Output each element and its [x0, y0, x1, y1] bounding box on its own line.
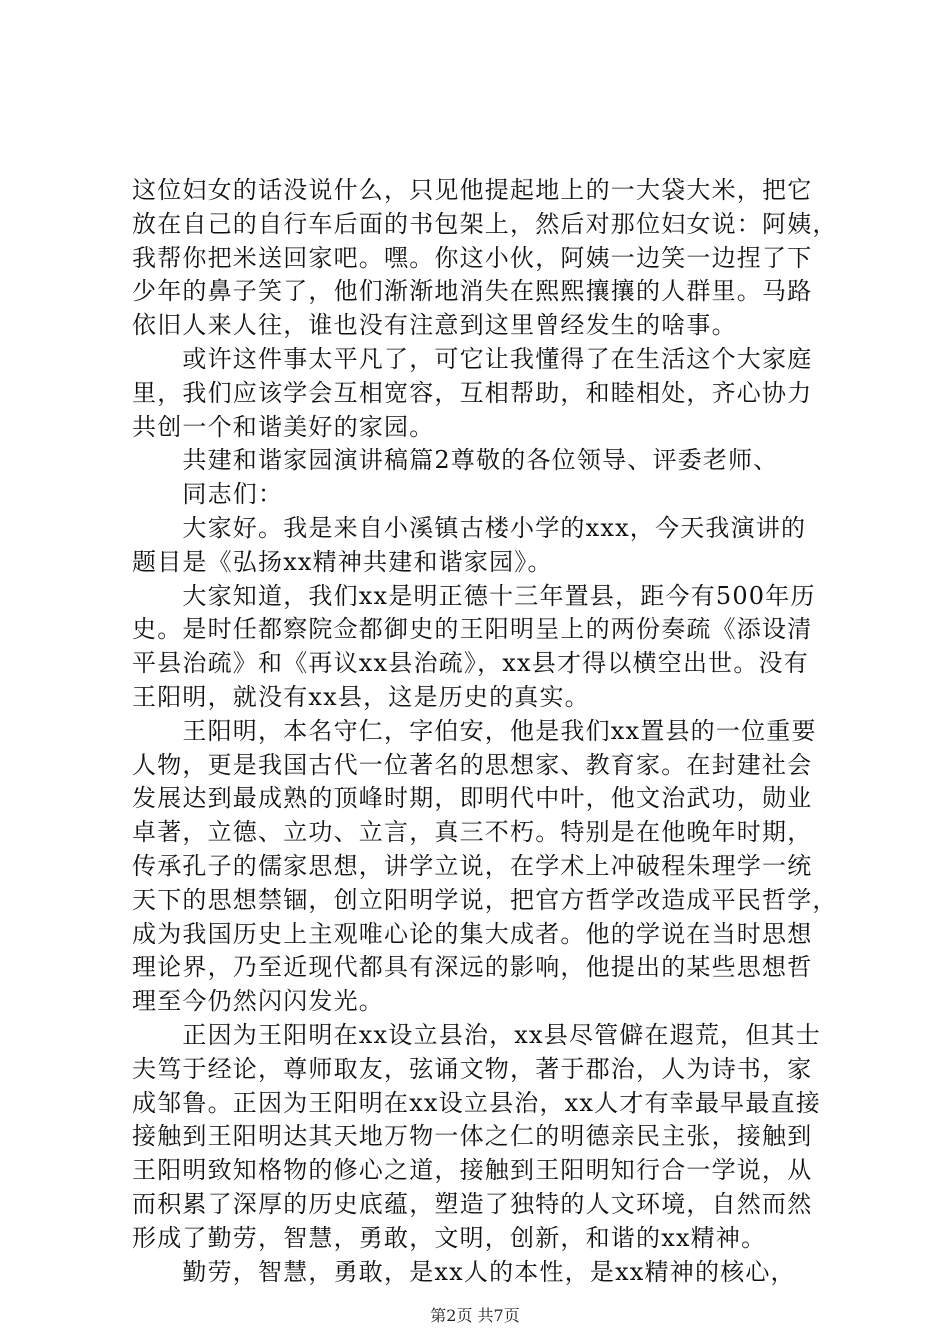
text-line: 王阳明致知格物的修心之道，接触到王阳明知行合一学说，从 — [132, 1156, 813, 1185]
text-line: 共创一个和谐美好的家园。 — [132, 412, 435, 441]
text-line: 而积累了深厚的历史底蕴，塑造了独特的人文环境，自然而然 — [132, 1189, 813, 1218]
text-line: 共建和谐家园演讲稿篇2尊敬的各位领导、评委老师、 — [132, 446, 779, 475]
text-line: 勤劳，智慧，勇敢，是xx人的本性，是xx精神的核心， — [132, 1257, 796, 1286]
text-line: 天下的思想禁锢，创立阳明学说，把官方哲学改造成平民哲学， — [132, 885, 838, 914]
text-line: 我帮你把米送回家吧。嘿。你这小伙，阿姨一边笑一边捏了下 — [132, 243, 813, 272]
text-line: 史。是时任都察院佥都御史的王阳明呈上的两份奏疏《添设清 — [132, 615, 813, 644]
text-line: 卓著，立德、立功、立言，真三不朽。特别是在他晚年时期， — [132, 818, 813, 847]
text-line: 理论界，乃至近现代都具有深远的影响，他提出的某些思想哲 — [132, 953, 813, 982]
text-line: 正因为王阳明在xx设立县治，xx县尽管僻在遐荒，但其士 — [132, 1020, 821, 1049]
text-line: 传承孔子的儒家思想，讲学立说，在学术上冲破程朱理学一统 — [132, 851, 813, 880]
text-line: 理至今仍然闪闪发光。 — [132, 987, 384, 1016]
page-number: 第2页 共7页 — [430, 1306, 520, 1325]
text-line: 放在自己的自行车后面的书包架上，然后对那位妇女说：阿姨， — [132, 209, 838, 238]
text-line: 接触到王阳明达其天地万物一体之仁的明德亲民主张，接触到 — [132, 1122, 813, 1151]
text-line: 成为我国历史上主观唯心论的集大成者。他的学说在当时思想 — [132, 919, 813, 948]
body-text — [132, 174, 838, 1289]
text-line: 里，我们应该学会互相宽容，互相帮助，和睦相处，齐心协力 — [132, 378, 813, 407]
text-line: 人物，更是我国古代一位著名的思想家、教育家。在封建社会 — [132, 750, 813, 779]
text-line: 成邹鲁。正因为王阳明在xx设立县治，xx人才有幸最早最直接 — [132, 1088, 821, 1117]
text-line: 大家好。我是来自小溪镇古楼小学的xxx，今天我演讲的 — [132, 513, 807, 542]
text-line: 题目是《弘扬xx精神共建和谐家园》。 — [132, 547, 553, 576]
text-line: 这位妇女的话没说什么，只见他提起地上的一大袋大米，把它 — [132, 176, 813, 204]
text-line: 夫笃于经论，尊师取友，弦诵文物，著于郡治，人为诗书，家 — [132, 1054, 813, 1083]
text-line: 形成了勤劳，智慧，勇敢，文明，创新，和谐的xx精神。 — [132, 1223, 767, 1252]
text-line: 少年的鼻子笑了，他们渐渐地消失在熙熙攘攘的人群里。马路 — [132, 277, 813, 306]
text-line: 王阳明，就没有xx县，这是历史的真实。 — [132, 682, 590, 711]
text-line: 大家知道，我们xx是明正德十三年置县，距今有500年历 — [132, 581, 816, 610]
text-line: 依旧人来人往，谁也没有注意到这里曾经发生的啥事。 — [132, 311, 737, 340]
text-line: 或许这件事太平凡了，可它让我懂得了在生活这个大家庭 — [132, 344, 813, 373]
text-line: 发展达到最成熟的顶峰时期，即明代中叶，他文治武功，勋业 — [132, 784, 813, 813]
text-line: 同志们： — [132, 480, 284, 509]
text-line: 平县治疏》和《再议xx县治疏》，xx县才得以横空出世。没有 — [132, 649, 809, 678]
text-line: 王阳明，本名守仁，字伯安，他是我们xx置县的一位重要 — [132, 716, 817, 745]
